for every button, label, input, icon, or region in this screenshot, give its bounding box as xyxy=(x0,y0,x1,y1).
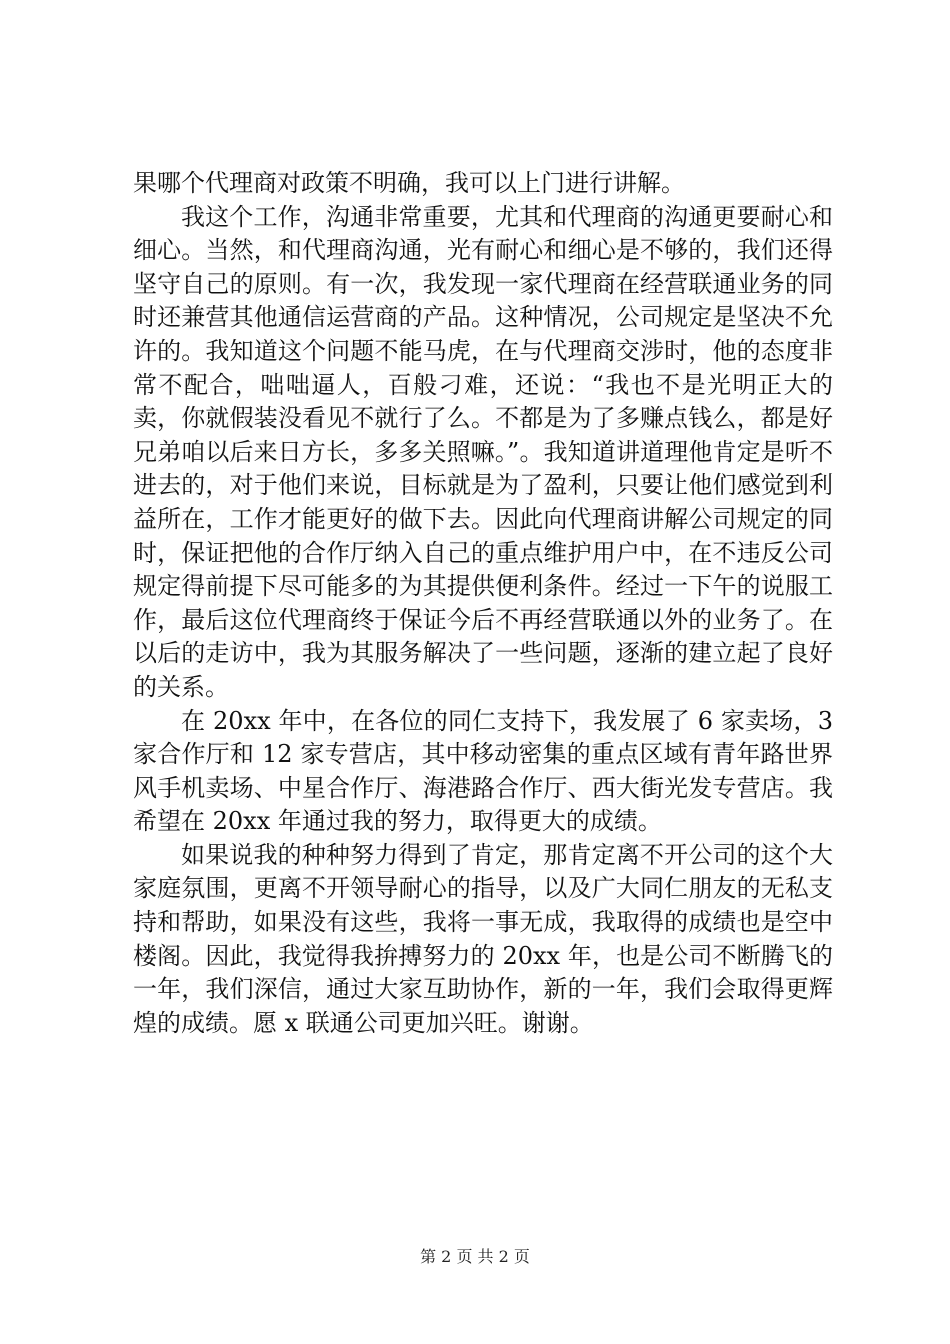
paragraph-4: 如果说我的种种努力得到了肯定，那肯定离不开公司的这个大家庭氛围，更离不开领导耐心的指导，以及广大同仁朋友的无私支持和帮助，如果没有这些，我将一事无成，我取得的成绩也是空中楼阁。因此，我觉得我拚搏努力的 20xx 年，也是公司不断腾飞的一年，我们深信，通过大家互助协作，新的一年，我们会取得更辉煌的成绩。愿 x 联通公司更加兴旺。谢谢。 xyxy=(133,840,833,1037)
paragraph-2: 我这个工作，沟通非常重要，尤其和代理商的沟通更要耐心和细心。当然，和代理商沟通，光有耐心和细心是不够的，我们还得坚守自己的原则。有一次，我发现一家代理商在经营联通业务的同时还兼营其他通信运营商的产品。这种情况，公司规定是坚决不允许的。我知道这个问题不能马虎，在与代理商交涉时，他的态度非常不配合，咄咄逼人，百般刁难，还说：“我也不是光明正大的卖，你就假装没看见不就行了么。不都是为了多赚点钱么，都是好兄弟咱以后来日方长，多多关照嘛。”。我知道讲道理他肯定是听不进去的，对于他们来说，目标就是为了盈利，只要让他们感觉到利益所在，工作才能更好的做下去。因此向代理商讲解公司规定的同时，保证把他的合作厅纳入自己的重点维护用户中，在不违反公司规定得前提下尽可能多的为其提供便利条件。经过一下午的说服工作，最后这位代理商终于保证今后不再经营联通以外的业务了。在以后的走访中，我为其服务解决了一些问题，逐渐的建立起了良好的关系。 xyxy=(133,202,833,701)
page-footer: 第 2 页 共 2 页 xyxy=(420,1247,530,1266)
paragraph-3: 在 20xx 年中，在各位的同仁支持下，我发展了 6 家卖场，3 家合作厅和 12 家专营店，其中移动密集的重点区域有青年路世界风手机卖场、中星合作厅、海港路合作厅、西大街光发专营店。我希望在 20xx 年通过我的努力，取得更大的成绩。 xyxy=(133,706,833,836)
paragraph-1: 果哪个代理商对政策不明确，我可以上门进行讲解。 xyxy=(133,169,685,197)
document-body xyxy=(133,167,833,1040)
